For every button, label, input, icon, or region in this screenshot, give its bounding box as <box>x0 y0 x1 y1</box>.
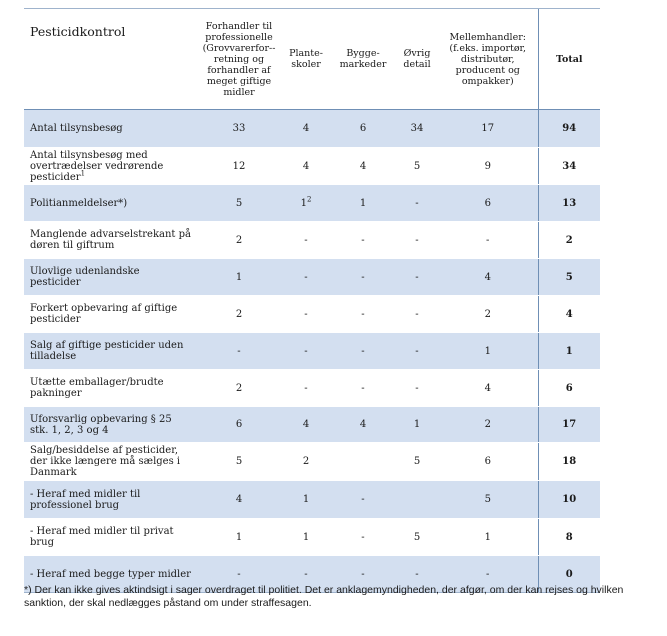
cell-value: 1 <box>235 271 243 283</box>
cell-value: 4 <box>484 382 491 394</box>
cell-professional-retailer <box>196 443 282 481</box>
cell-nurseries <box>282 443 330 481</box>
cell-nurseries <box>282 222 330 259</box>
cell-value: 2 <box>484 308 491 320</box>
row-label <box>24 110 196 148</box>
table-row <box>24 370 600 407</box>
row-label-text: - Heraf med begge typer midler <box>30 568 191 580</box>
table-row <box>24 443 600 481</box>
pesticide-control-table <box>24 8 600 593</box>
cell-value: 1 <box>302 531 310 543</box>
cell-value: - <box>415 271 419 283</box>
cell-professional-retailer <box>196 370 282 407</box>
cell-value: 34 <box>410 123 424 134</box>
cell-value: 4 <box>359 419 367 430</box>
table-row <box>24 110 600 148</box>
cell-value: 6 <box>235 419 243 430</box>
table-row <box>24 185 600 222</box>
cell-intermediary <box>438 370 538 407</box>
table-row <box>24 296 600 333</box>
cell-other-retail <box>396 481 438 519</box>
cell-other-retail <box>396 519 438 556</box>
row-label <box>24 407 196 443</box>
row-label <box>24 333 196 370</box>
row-label-text: Utætte emballager/brudte pakninger <box>30 377 164 399</box>
column-header-other-retail: Øvrig detail <box>396 9 438 110</box>
row-label-text: Salg/besiddelse af pesticider, der ikke længere må sælges i Danmark <box>30 445 181 478</box>
cell-value: 5 <box>484 494 491 505</box>
cell-diy-stores <box>330 519 396 556</box>
cell-value: - <box>486 234 490 246</box>
cell-value: - <box>304 345 308 357</box>
cell-nurseries <box>282 370 330 407</box>
cell-value: 1 <box>359 197 367 209</box>
row-label <box>24 519 196 556</box>
cell-diy-stores <box>330 259 396 296</box>
cell-value: 4 <box>359 160 367 172</box>
cell-value: - <box>361 234 365 246</box>
table-title: Pesticidkontrol <box>24 9 196 110</box>
cell-other-retail <box>396 222 438 259</box>
cell-total: 94 <box>538 110 600 148</box>
cell-value: 5 <box>235 197 243 209</box>
cell-other-retail <box>396 185 438 222</box>
cell-total: 6 <box>538 370 600 407</box>
cell-total: 4 <box>538 296 600 333</box>
cell-value: - <box>361 568 365 580</box>
cell-nurseries <box>282 110 330 148</box>
cell-diy-stores <box>330 443 396 481</box>
cell-value: 6 <box>484 197 491 209</box>
row-label <box>24 148 196 185</box>
cell-professional-retailer <box>196 481 282 519</box>
cell-intermediary <box>438 259 538 296</box>
cell-nurseries <box>282 519 330 556</box>
cell-nurseries <box>282 481 330 519</box>
cell-other-retail <box>396 148 438 185</box>
row-label <box>24 259 196 296</box>
cell-other-retail <box>396 443 438 481</box>
table-row <box>24 148 600 185</box>
cell-professional-retailer <box>196 148 282 185</box>
cell-professional-retailer <box>196 110 282 148</box>
cell-value: 6 <box>484 456 491 467</box>
cell-other-retail <box>396 110 438 148</box>
cell-value: 5 <box>413 531 421 543</box>
cell-total: 10 <box>538 481 600 519</box>
cell-nurseries <box>282 185 330 222</box>
cell-value: - <box>237 345 241 357</box>
row-label-text: Ulovlige udenlandske pesticider <box>30 266 140 288</box>
cell-diy-stores <box>330 110 396 148</box>
cell-diy-stores <box>330 370 396 407</box>
cell-total: 2 <box>538 222 600 259</box>
cell-value: - <box>415 308 419 320</box>
cell-intermediary <box>438 443 538 481</box>
cell-value: - <box>237 568 241 580</box>
cell-other-retail <box>396 296 438 333</box>
cell-value: 1 <box>413 419 421 430</box>
cell-value: 6 <box>359 123 367 134</box>
footnote: *) Der kan ikke gives aktindsigt i sager overdraget til politiet. Det er anklagemyndigheden, der afgør, om der kan rejses og hvilken sanktion, der skal nedlægges påstand om under straffesagen. <box>24 584 624 609</box>
cell-value: 5 <box>413 456 421 467</box>
column-header-nurseries: Plante-skoler <box>282 9 330 110</box>
cell-diy-stores <box>330 222 396 259</box>
cell-professional-retailer <box>196 259 282 296</box>
cell-total: 1 <box>538 333 600 370</box>
cell-total: 0 <box>538 556 600 593</box>
cell-value: - <box>415 568 419 580</box>
cell-value: 2 <box>302 456 310 467</box>
column-header-diy-stores: Bygge-markeder <box>330 9 396 110</box>
cell-diy-stores <box>330 333 396 370</box>
cell-value: 2 <box>235 234 243 246</box>
row-label-text: Politianmeldelser*) <box>30 197 128 209</box>
cell-value: 5 <box>235 456 243 467</box>
cell-value: 2 <box>235 382 243 394</box>
cell-professional-retailer <box>196 333 282 370</box>
cell-value: - <box>361 382 365 394</box>
cell-value: - <box>361 308 365 320</box>
row-label-text: Antal tilsynsbesøg <box>30 123 123 134</box>
table-row <box>24 222 600 259</box>
cell-value: 9 <box>484 160 491 172</box>
cell-value: - <box>415 197 419 209</box>
cell-total: 13 <box>538 185 600 222</box>
cell-value: 12 <box>232 160 246 172</box>
cell-professional-retailer <box>196 222 282 259</box>
cell-value: - <box>415 234 419 246</box>
row-label <box>24 481 196 519</box>
cell-intermediary <box>438 481 538 519</box>
cell-professional-retailer <box>196 185 282 222</box>
cell-nurseries <box>282 296 330 333</box>
cell-intermediary <box>438 333 538 370</box>
cell-value: 5 <box>413 160 421 172</box>
footnote-marker: 1 <box>80 169 86 178</box>
cell-nurseries <box>282 333 330 370</box>
cell-value: - <box>415 382 419 394</box>
cell-intermediary <box>438 222 538 259</box>
cell-value: 2 <box>484 419 491 430</box>
cell-value: 1 <box>484 345 491 357</box>
cell-value: 4 <box>484 271 491 283</box>
table-row <box>24 333 600 370</box>
cell-intermediary <box>438 519 538 556</box>
cell-diy-stores <box>330 148 396 185</box>
cell-professional-retailer <box>196 519 282 556</box>
cell-professional-retailer <box>196 296 282 333</box>
row-label-text: Uforsvarlig opbevaring § 25 stk. 1, 2, 3 og 4 <box>30 413 172 436</box>
cell-value: - <box>304 568 308 580</box>
row-label-text: Salg af giftige pesticider uden tilladelse <box>30 340 184 362</box>
cell-value: 17 <box>481 123 495 134</box>
cell-value: 1 <box>302 494 310 505</box>
cell-value: - <box>486 568 490 580</box>
cell-value: 2 <box>235 308 243 320</box>
cell-value: 1 <box>300 197 307 209</box>
cell-diy-stores <box>330 185 396 222</box>
cell-total: 5 <box>538 259 600 296</box>
row-label-text: Manglende advarselstrekant på døren til giftrum <box>30 229 191 251</box>
row-label-text: Antal tilsynsbesøg med overtrædelser vedrørende pesticider <box>30 149 164 183</box>
cell-value: 4 <box>235 494 243 505</box>
cell-value: - <box>304 382 308 394</box>
table-row <box>24 519 600 556</box>
column-header-intermediary: Mellemhandler: (f.eks. importør, distributør, producent og ompakker) <box>438 9 538 110</box>
cell-value: 4 <box>302 419 310 430</box>
cell-diy-stores <box>330 296 396 333</box>
cell-other-retail <box>396 333 438 370</box>
cell-nurseries <box>282 259 330 296</box>
cell-value: - <box>361 531 365 543</box>
cell-diy-stores <box>330 407 396 443</box>
cell-intermediary <box>438 407 538 443</box>
row-label <box>24 370 196 407</box>
cell-value: - <box>361 494 365 505</box>
cell-value: 4 <box>302 123 310 134</box>
cell-total: 8 <box>538 519 600 556</box>
table-row <box>24 407 600 443</box>
row-label <box>24 443 196 481</box>
cell-other-retail <box>396 259 438 296</box>
table-row <box>24 259 600 296</box>
cell-value: - <box>361 271 365 283</box>
cell-value: - <box>304 271 308 283</box>
cell-total: 17 <box>538 407 600 443</box>
cell-value: - <box>304 308 308 320</box>
cell-value: - <box>415 345 419 357</box>
header-row <box>24 9 600 110</box>
cell-intermediary <box>438 296 538 333</box>
row-label-text: - Heraf med midler til professionel brug <box>30 488 141 511</box>
cell-total: 34 <box>538 148 600 185</box>
cell-value: - <box>304 234 308 246</box>
cell-value: - <box>361 345 365 357</box>
column-header-total: Total <box>538 9 600 110</box>
cell-value: 4 <box>302 160 310 172</box>
row-label <box>24 296 196 333</box>
cell-diy-stores <box>330 481 396 519</box>
cell-intermediary <box>438 148 538 185</box>
cell-total: 18 <box>538 443 600 481</box>
footnote-marker: 2 <box>306 195 312 204</box>
table-row <box>24 481 600 519</box>
cell-professional-retailer <box>196 407 282 443</box>
cell-value: 33 <box>232 123 246 134</box>
cell-intermediary <box>438 185 538 222</box>
cell-nurseries <box>282 148 330 185</box>
cell-other-retail <box>396 407 438 443</box>
row-label-text: - Heraf med midler til privat brug <box>30 526 174 548</box>
cell-value: 1 <box>235 531 243 543</box>
cell-value: 1 <box>484 531 491 543</box>
row-label-text: Forkert opbevaring af giftige pesticider <box>30 303 178 325</box>
cell-nurseries <box>282 407 330 443</box>
cell-other-retail <box>396 370 438 407</box>
row-label <box>24 185 196 222</box>
row-label <box>24 222 196 259</box>
column-header-professional-retailer: Forhandler til professionelle (Grovvarerfor--retning og forhandler af meget giftige midler <box>196 9 282 110</box>
cell-intermediary <box>438 110 538 148</box>
